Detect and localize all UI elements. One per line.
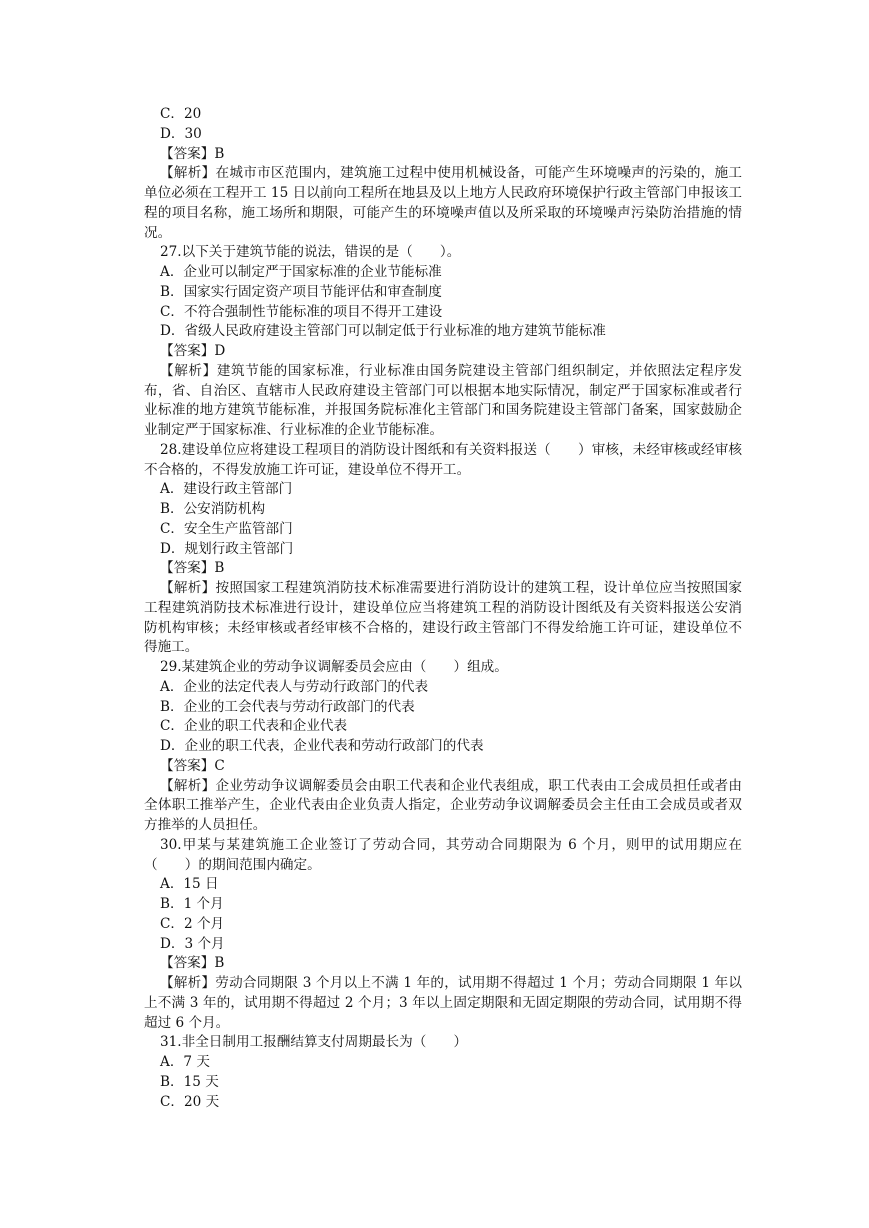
question-stem: 31.非全日制用工报酬结算支付周期最长为（ ） — [160, 1034, 468, 1051]
answer-value: B — [214, 145, 225, 162]
explanation-paragraph — [144, 362, 742, 441]
answer-line — [144, 145, 742, 165]
explanation-text: 按照国家工程建筑消防技术标准需要进行消防设计的建筑工程，设计单位应当按照国家工程建筑消防技术标准进行设计，建设单位应当将建筑工程的消防设计图纸及有关资料报送公安消防机构审核；未经审核或者经审核不合格的，建设行政主管部门不得发给施工许可证，建设单位不得施工。 — [144, 580, 743, 656]
answer-line — [144, 342, 742, 362]
answer-option: C．安全生产监管部门 — [160, 520, 293, 537]
answer-value: B — [214, 560, 225, 577]
answer-value: D — [214, 343, 226, 359]
explanation-text: 企业劳动争议调解委员会由职工代表和企业代表组成，职工代表由工会成员担任或者由全体职工推举产生，企业代表由企业负责人指定，企业劳动争议调解委员会主任由工会成员或者双方推举的人员担任。 — [144, 777, 743, 833]
document-page — [144, 105, 742, 1112]
answer-label: 【答案】 — [160, 343, 215, 359]
answer-option: B．公安消防机构 — [160, 501, 266, 517]
answer-line — [144, 757, 742, 777]
answer-option: B．1 个月 — [160, 896, 224, 912]
answer-option: D．3 个月 — [160, 935, 225, 952]
answer-label: 【答案】 — [160, 145, 215, 162]
question-stem: 27.以下关于建筑节能的说法，错误的是（ ）。 — [160, 244, 461, 261]
explanation-text: 在城市市区范围内，建筑施工过程中使用机械设备，可能产生环境噪声的污染的，施工单位必须在工程开工 15 日以前向工程所在地县及以上地方人民政府环境保护行政主管部门申报该工程的项目名称，施工场所和期限，可能产生的环境噪声值以及所采取的环境噪声污染防治措施的情况。 — [144, 165, 743, 241]
answer-option: D．规划行政主管部门 — [160, 540, 294, 557]
explanation-label: 【解析】 — [160, 580, 216, 596]
answer-option: B．15 天 — [160, 1073, 219, 1090]
question-stem: 28.建设单位应将建设工程项目的消防设计图纸和有关资料报送（ ）审核，未经审核或经审核不合格的，不得发放施工许可证，建设单位不得开工。 — [144, 441, 742, 478]
answer-value: C — [214, 757, 225, 774]
answer-option: B．企业的工会代表与劳动行政部门的代表 — [160, 698, 415, 715]
answer-option: C．2 个月 — [160, 915, 225, 932]
explanation-paragraph — [144, 777, 742, 836]
answer-option: C．不符合强制性节能标准的项目不得开工建设 — [160, 303, 443, 320]
answer-option: D．30 — [160, 125, 202, 142]
question-stem: 30.甲某与某建筑施工企业签订了劳动合同，其劳动合同期限为 6 个月，则甲的试用期应在（ ）的期间范围内确定。 — [144, 836, 742, 873]
answer-option: D．企业的职工代表，企业代表和劳动行政部门的代表 — [160, 738, 484, 754]
answer-option: C．企业的职工代表和企业代表 — [160, 718, 348, 735]
answer-option: A．15 日 — [160, 876, 219, 893]
explanation-paragraph — [144, 974, 742, 1033]
answer-label: 【答案】 — [160, 757, 215, 774]
answer-option: C．20 — [160, 106, 202, 122]
answer-option: A．建设行政主管部门 — [160, 481, 293, 498]
answer-option: A．企业可以制定严于国家标准的企业节能标准 — [160, 264, 442, 280]
answer-option: D．省级人民政府建设主管部门可以制定低于行业标准的地方建筑节能标准 — [160, 323, 606, 340]
answer-option: C．20 天 — [160, 1093, 220, 1110]
question-stem: 29.某建筑企业的劳动争议调解委员会应由（ ）组成。 — [160, 659, 508, 675]
answer-label: 【答案】 — [160, 955, 215, 972]
explanation-text: 建筑节能的国家标准，行业标准由国务院建设主管部门组织制定，并依照法定程序发布，省、自治区、直辖市人民政府建设主管部门可以根据本地实际情况，制定严于国家标准或者行业标准的地方建筑节能标准，并报国务院标准化主管部门和国务院建设主管部门备案，国家鼓励企业制定严于国家标准、行业标准的企业节能标准。 — [144, 362, 743, 438]
answer-option: A．企业的法定代表人与劳动行政部门的代表 — [160, 678, 429, 695]
explanation-label: 【解析】 — [160, 975, 216, 991]
explanation-paragraph — [144, 579, 742, 658]
answer-option: A．7 天 — [160, 1054, 210, 1070]
answer-value: B — [214, 955, 225, 972]
answer-line — [144, 559, 742, 579]
explanation-label: 【解析】 — [160, 165, 216, 182]
explanation-label: 【解析】 — [160, 777, 216, 794]
answer-line — [144, 954, 742, 974]
explanation-text: 劳动合同期限 3 个月以上不满 1 年的，试用期不得超过 1 个月；劳动合同期限 1 年以上不满 3 年的，试用期不得超过 2 个月；3 年以上固定期限和无固定期限的劳动合同，试用期不得超过 6 个月。 — [144, 975, 742, 1031]
answer-label: 【答案】 — [160, 560, 215, 577]
explanation-label: 【解析】 — [160, 362, 217, 379]
answer-option: B．国家实行固定资产项目节能评估和审查制度 — [160, 283, 442, 300]
explanation-paragraph — [144, 164, 742, 243]
